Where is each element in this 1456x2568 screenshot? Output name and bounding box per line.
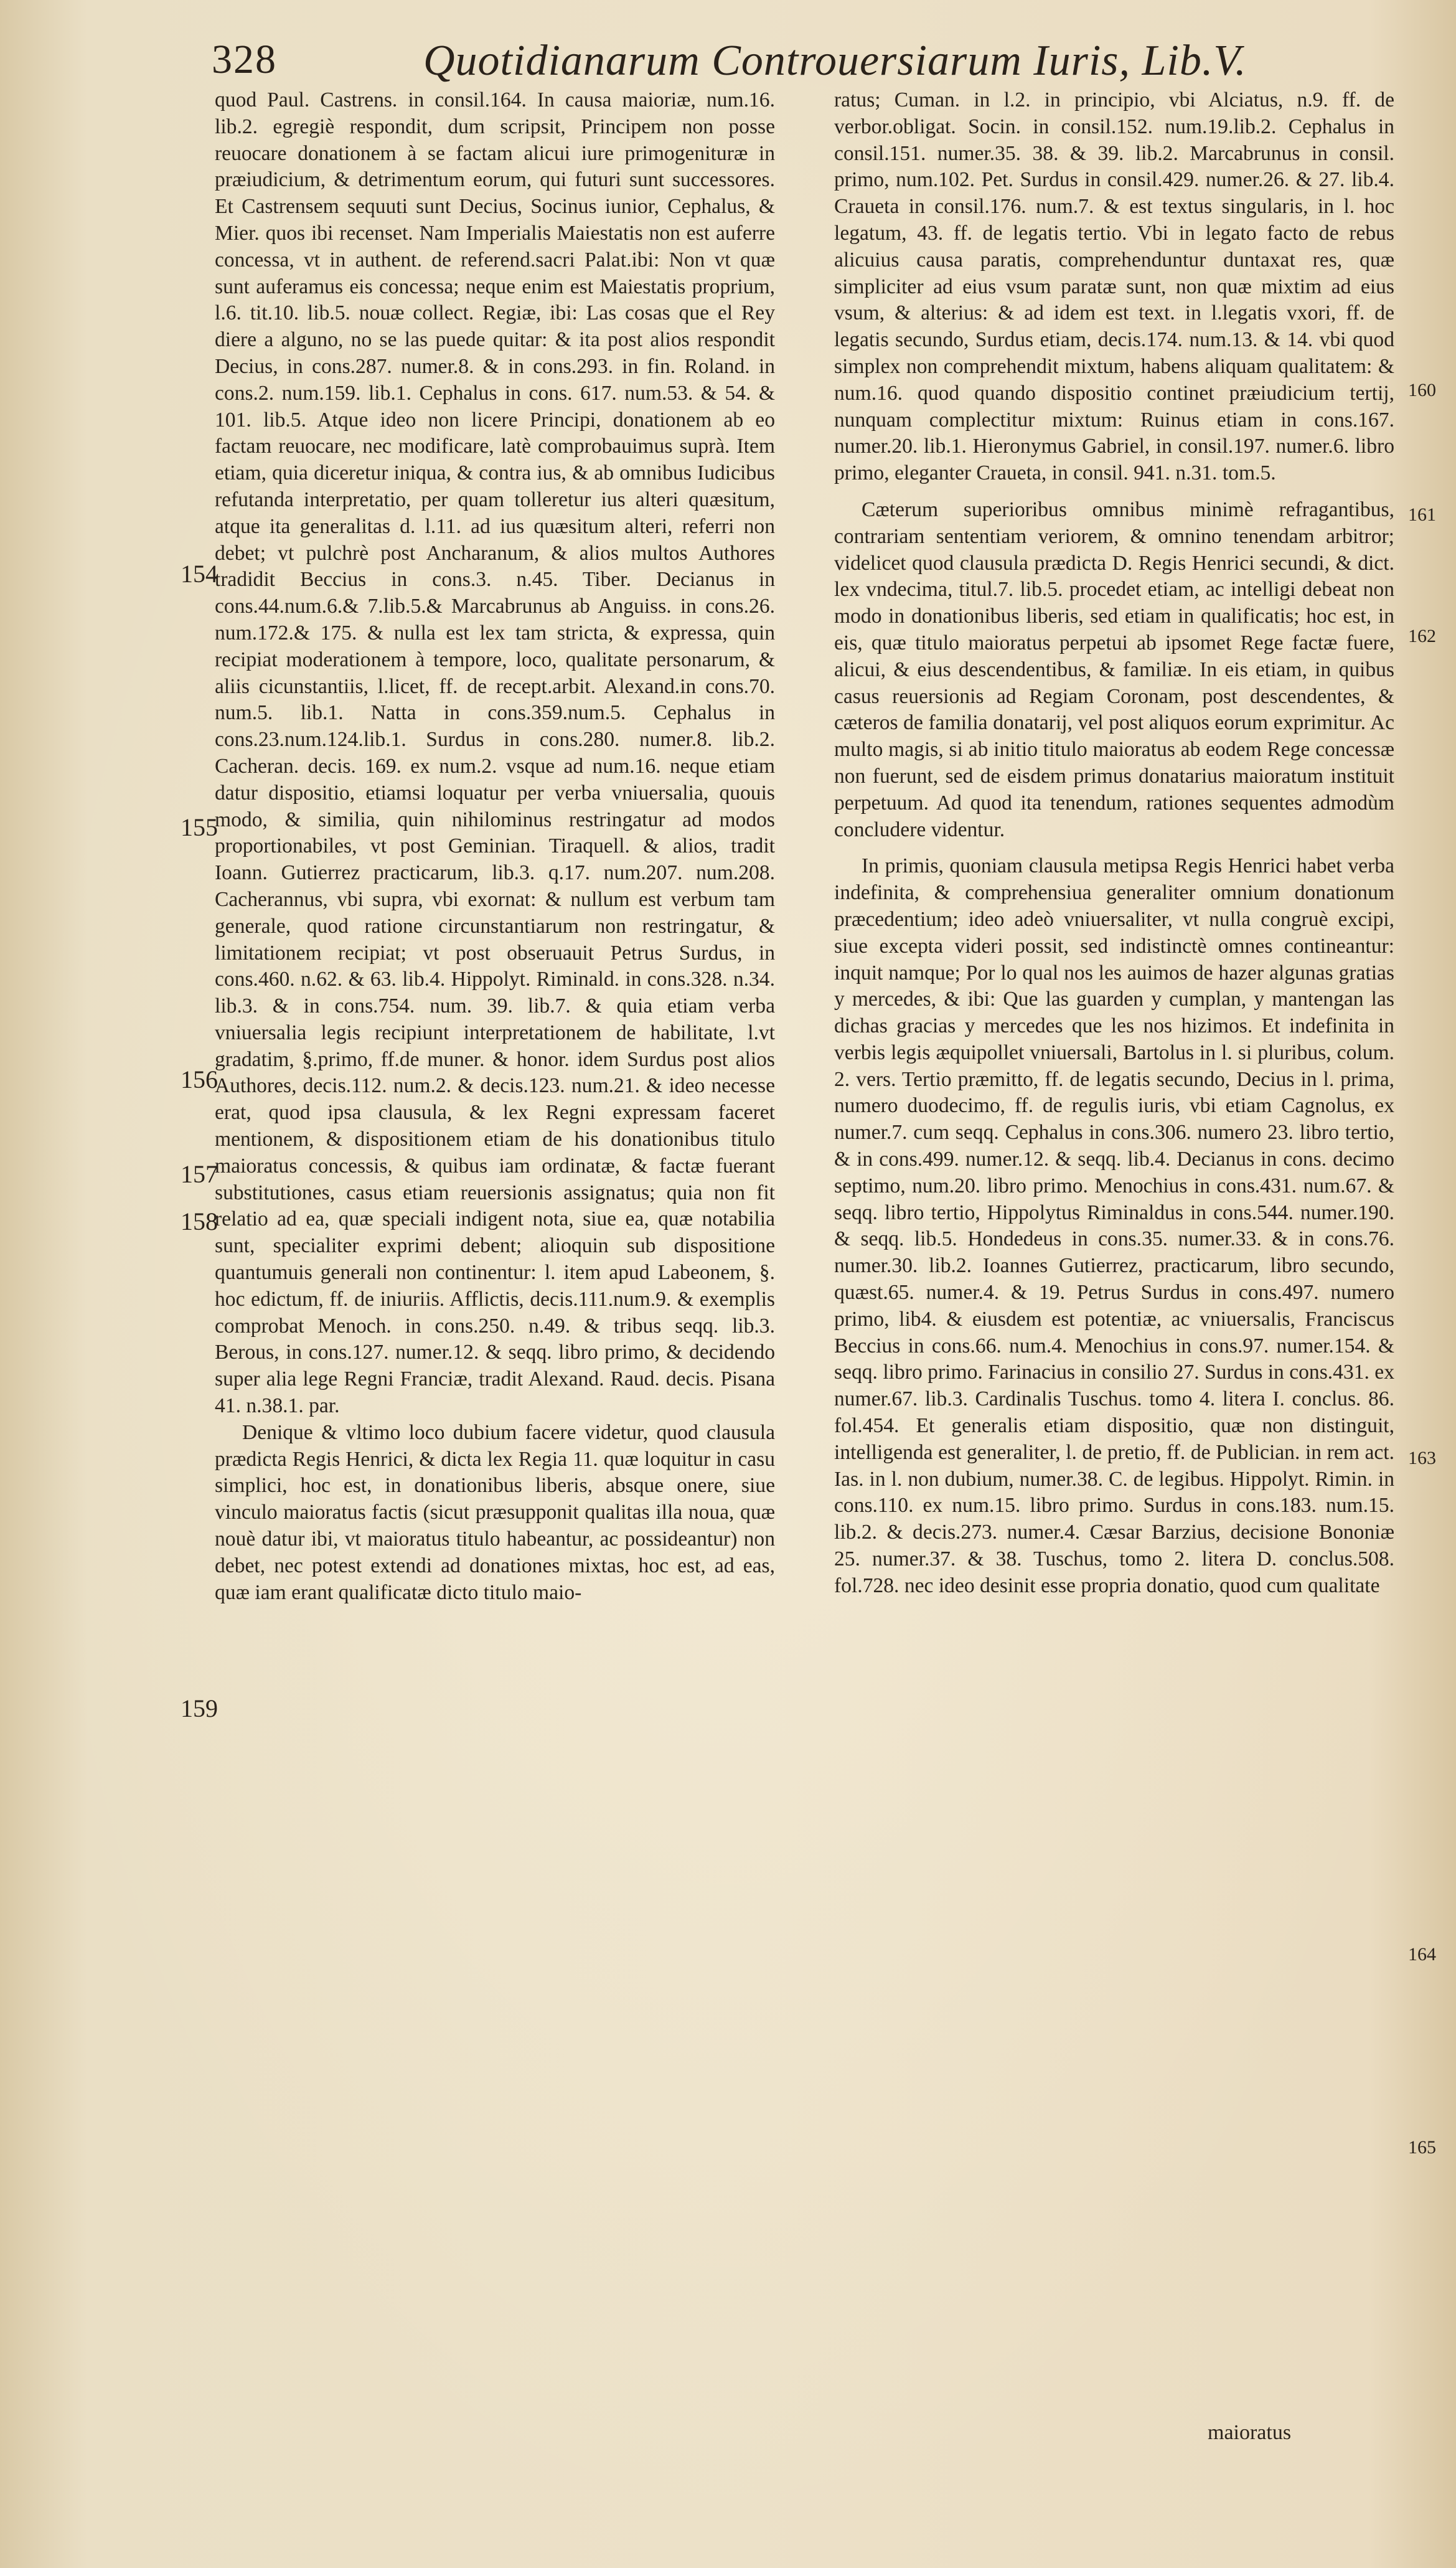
- paragraph: quod Paul. Castrens. in consil.164. In causa maioriæ, num.16. lib.2. egregiè respondit, dum scripsit, Principem non posse reuocare donationem à se factam alicui iure primogenituræ in præiudicium, & detrimentum eorum, qui futuri sunt successores. Et Castrensem sequuti sunt Decius, Socinus iunior, Cephalus, & Mier. quos ibi recenset. Nam Imperialis Maiestatis non est auferre concessa, vt in authent. de referend.sacri Palat.ibi: Non vt quæ sunt auferamus eis concessa; neque enim est Maiestatis proprium, l.6. tit.10. lib.5. nouæ collect. Regiæ, ibi: Las cosas que el Rey diere a alguno, no se las puede quitar: & ita post alios respondit Decius, in cons.287. numer.8. & in cons.293. in fin. Roland. in cons.2. num.159. lib.1. Cephalus in cons. 617. num.53. & 54. & 101. lib.5. Atque ideo non licere Principi, donationem ab eo factam reuocare, nec modificare, latè comprobauimus suprà. Item etiam, quia diceretur iniqua, & contra ius, & ab omnibus Iudicibus refutanda interpretatio, per quam tolleretur ius alteri quæsitum, atque ita generalitas d. l.11. ad ius quæsitum alteri, referri non debet; vt pulchrè post Ancharanum, & alios multos Authores tradidit Beccius in cons.3. n.45. Tiber. Decianus in cons.44.num.6.& 7.lib.5.& Marcabrunus ab Anguiss. in cons.26. num.172.& 175. & nulla est lex tam stricta, & expressa, quin recipiat moderationem à tempore, loco, qualitate personarum, & aliis cicunstantiis, l.licet, ff. de recept.arbit. Alexand.in cons.70. num.5. lib.1. Natta in cons.359.num.5. Cephalus in cons.23.num.124.lib.1. Surdus in cons.280. numer.8. lib.2. Cacheran. decis. 169. ex num.2. vsque ad num.16. neque etiam datur dispositio, etiamsi loquatur per verba vniuersalia, quouis modo, & similia, quin nihilominus restringatur ad modos proportionabiles, vt post Geminian. Tiraquell. & alios, tradit Ioann. Gutierrez practicarum, lib.3. q.17. num.207. num.208. Cacherannus, vbi supra, vbi exornat: & nullum est verbum tam generale, quod ratione circunstantiarum non restringatur, & limitationem recipiat; vt post obseruauit Petrus Surdus, in cons.460. n.62. & 63. lib.4. Hippolyt. Riminald. in cons.328. n.34. lib.3. & in cons.754. num. 39. lib.7. & quia etiam verba vniuersalia legis recipiunt interpretationem de habilitate, l.vt gradatim, §.primo, ff.de muner. & honor. idem Surdus post alios Authores, decis.112. num.2. & decis.123. num.21. & ideo necesse erat, quod ipsa clausula, & lex Regni expressam faceret mentionem, & dispositionem etiam de his donationibus titulo maioratus concessis, & quibus iam ordinatæ, & factæ fuerant substitutiones, casus etiam reuersionis assignatus; quia non fit relatio ad ea, quæ speciali indigent nota, siue ea, quæ notabilia sunt, specialiter exprimi debent; alioquin sub dispositione quantumuis generali non continentur: l. item apud Labeonem, §. hoc edictum, ff. de iniuriis. Afflictis, decis.111.num.9. & exemplis comprobat Menoch. in cons.250. n.49. & tribus seqq. lib.3. Berous, in cons.127. numer.12. & seqq. libro primo, & decidendo super alia lege Regni Franciæ, tradit Alexand. Raud. decis. Pisana 41. n.38.1. par.: [215, 88, 775, 1418]
- margin-number: 159: [181, 1694, 218, 1722]
- margin-number: 158: [181, 1207, 218, 1235]
- margin-number: 155: [181, 813, 218, 841]
- page-header: [212, 36, 1382, 92]
- margin-number: 163: [1408, 1448, 1436, 1468]
- catchword: maioratus: [1208, 2421, 1292, 2444]
- margin-number: 164: [1408, 1944, 1436, 1965]
- left-column: [215, 87, 775, 1606]
- running-title: Quotidianarum Controuersiarum Iuris, Lib.V.: [423, 37, 1247, 85]
- margin-number: 161: [1408, 504, 1436, 525]
- margin-number: 160: [1408, 380, 1436, 400]
- margin-number: 154: [181, 560, 218, 588]
- paragraph: Cæterum superioribus omnibus minimè refragantibus, contrariam sententiam veriorem, & omnino tenendam arbitror; videlicet quod clausula prædicta D. Regis Henrici secundi, & dict. lex vndecima, titul.7. lib.5. procedet etiam, ac intelligi debeat non modo in donationibus liberis, sed etiam in qualificatis; hoc est, in eis, quæ titulo maioratus perpetui ab ipsomet Rege factæ fuere, alicui, & eius descendentibus, & familiæ. In eis etiam, in quibus casus reuersionis ad Regiam Coronam, post descendentes, & cæteros de familia donatarij, vel post aliquos eorum exprimitur. Ac multo magis, si ab initio titulo maioratus ab eodem Rege concessæ non fuerunt, sed de eisdem primus donatarius maioratum instituit perpetuum. Ad quod ita tenendum, rationes sequentes admodùm concludere videntur.: [834, 498, 1394, 841]
- page-number: 328: [212, 37, 277, 82]
- paragraph: In primis, quoniam clausula metipsa Regis Henrici habet verba indefinita, & comprehensiua generaliter omnium donationum præcedentium; ideo adeò vniuersaliter, vt nulla congruè excipi, siue excepta videri possit, sed indistinctè omnes contineantur: inquit namque; Por lo qual nos les auimos de hazer algunas gratias y mercedes, & ibi: Que las guarden y cumplan, y mantengan las dichas gracias y mercedes que les nos hizimos. Et indefinita in verbis legis æquipollet vniuersali, Bartolus in l. si pluribus, colum. 2. vers. Tertio præmitto, ff. de legatis secundo, Decius in l. prima, numero duodecimo, ff. de regulis iuris, vbi etiam Cagnolus, ex numer.7. cum seqq. Cephalus in cons.306. numero 23. libro tertio, & in cons.499. numer.12. & seqq. lib.4. Decianus in cons. decimo septimo, num.20. libro primo. Menochius in cons.431. num.67. & seqq. libro tertio, Hippolytus Riminaldus in cons.544. numer.190. & seqq. lib.5. Hondedeus in cons.35. numer.33. & in cons.76. numer.30. lib.2. Ioannes Gutierrez, practicarum, libro secundo, quæst.65. numer.4. & 19. Petrus Surdus in cons.497. numero primo, lib4. & eiusdem est potentiæ, ac vniuersalis, Franciscus Beccius in cons.66. num.4. Menochius in cons.97. numer.154. & seqq. libro primo. Farinacius in consilio 27. Surdus in cons.431. ex numer.67. lib.3. Cardinalis Tuschus. tomo 4. litera I. conclus. 86. fol.454. Et generalis etiam dispositio, quæ non distinguit, intelligenda est generaliter, l. de pretio, ff. de Publician. in rem act. Ias. in l. non dubium, numer.38. C. de legibus. Hippolyt. Rimin. in cons.110. ex num.15. libro primo. Surdus in cons.183. num.15. lib.2. & decis.273. numer.4. Cæsar Barzius, decisione Bononiæ 25. numer.37. & 38. Tuschus, tomo 2. litera D. conclus.508. fol.728. nec ideo desinit esse propria donatio, quod cum qualitate: [834, 854, 1395, 1597]
- paragraph: ratus; Cuman. in l.2. in principio, vbi Alciatus, n.9. ff. de verbor.obligat. Socin. in consil.152. num.19.lib.2. Cephalus in consil.151. numer.35. 38. & 39. lib.2. Marcabrunus in consil. primo, num.102. Pet. Surdus in consil.429. numer.26. & 27. lib.4. Craueta in consil.176. num.7. & est textus singularis, in l. hoc legatum, 43. ff. de legatis tertio. Vbi in legato facto de rebus alicuius causa paratis, comprehenduntur duntaxat res, quæ simpliciter ad eius vsum paratæ sunt, non quæ mixtim ad eius vsum, & alterius: & ad idem est text. in l.legatis vxori, ff. de legatis secundo, Surdus etiam, decis.174. num.13. & 14. vbi quod simplex non comprehendit mixtum, habens aliquam qualitatem: & num.16. quod quando dispositio continet præiudicium tertij, nunquam complectitur mixtum: Ruinus etiam in cons.167. numer.20. lib.1. Hieronymus Gabriel, in consil.197. numer.6. libro primo, eleganter Craueta, in consil. 941. n.31. tom.5.: [834, 88, 1394, 485]
- margin-number: 157: [181, 1160, 218, 1188]
- margin-number: 156: [181, 1065, 218, 1093]
- margin-number: 162: [1408, 626, 1436, 646]
- right-column: [834, 87, 1394, 1600]
- paragraph: Denique & vltimo loco dubium facere videtur, quod clausula prædicta Regis Henrici, & dicta lex Regia 11. quæ loquitur in casu simplici, hoc est, in donationibus liberis, absque onere, siue vinculo maioratus factis (sicut præsupponit qualitas illa noua, quæ nouè datur ibi, vt maioratus titulo habeantur, ac possideantur) non debet, nec potest extendi ad donationes mixtas, hoc est, ad eas, quæ iam erant qualificatæ dicto titulo maio-: [215, 1420, 775, 1604]
- margin-number: 165: [1408, 2137, 1436, 2158]
